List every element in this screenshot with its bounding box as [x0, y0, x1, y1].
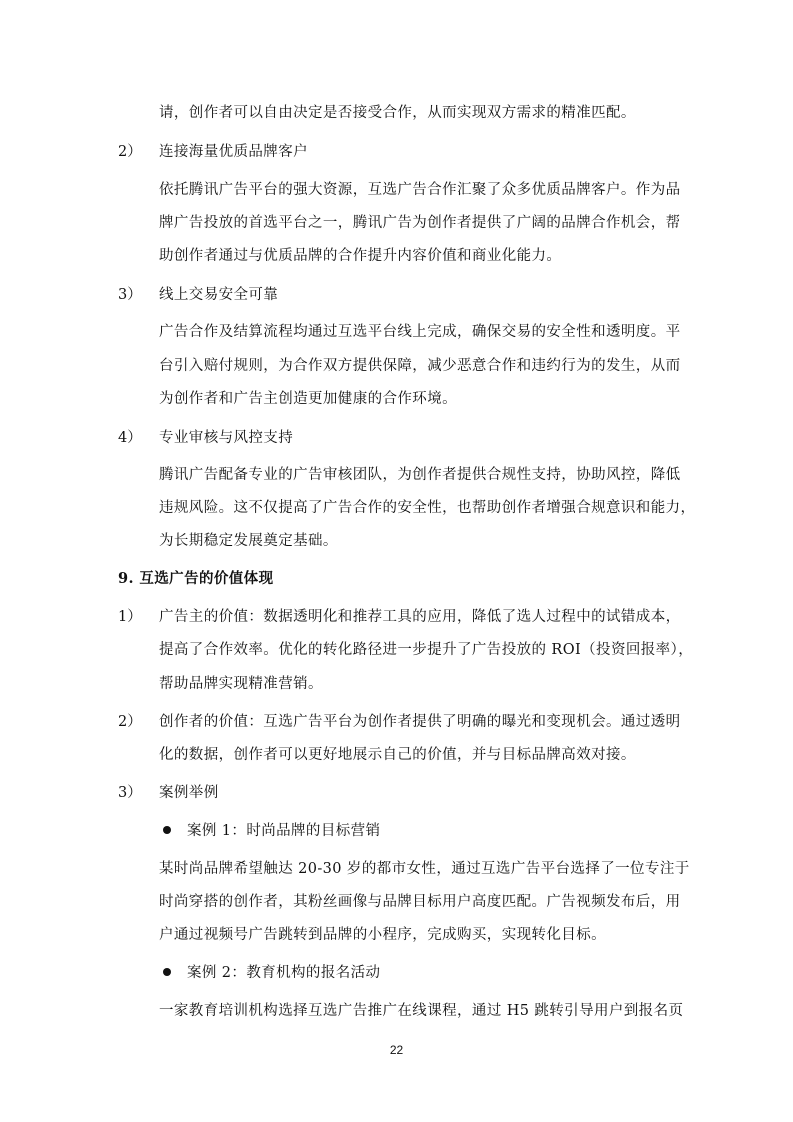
case-title: 案例 2：教育机构的报名活动 [187, 965, 381, 981]
paragraph-line: 某时尚品牌希望触达 20-30 岁的都市女性，通过互选广告平台选择了一位专注于 [159, 861, 690, 877]
paragraph-line: 助创作者通过与优质品牌的合作提升内容价值和商业化能力。 [159, 248, 562, 264]
section-heading: 9. 互选广告的价值体现 [118, 570, 274, 587]
bullet-icon [163, 826, 171, 834]
paragraph-line: 广告合作及结算流程均通过互选平台线上完成，确保交易的安全性和透明度。平 [159, 324, 681, 340]
paragraph-line: 帮助品牌实现精准营销。 [159, 676, 323, 692]
paragraph-line: 依托腾讯广告平台的强大资源，互选广告合作汇聚了众多优质品牌客户。作为品 [159, 182, 681, 198]
item-number: 3） [118, 287, 142, 303]
paragraph-line: 牌广告投放的首选平台之一，腾讯广告为创作者提供了广阔的品牌合作机会，帮 [159, 215, 681, 231]
item-title: 连接海量优质品牌客户 [159, 144, 308, 160]
paragraph-line: 户通过视频号广告跳转到品牌的小程序，完成购买，实现转化目标。 [159, 927, 606, 943]
paragraph-line: 提高了合作效率。优化的转化路径进一步提升了广告投放的 ROI（投资回报率）， [159, 642, 694, 658]
paragraph-line: 违规风险。这不仅提高了广告合作的安全性，也帮助创作者增强合规意识和能力， [159, 500, 696, 516]
intro-tail-text: 请，创作者可以自由决定是否接受合作，从而实现双方需求的精准匹配。 [159, 105, 636, 121]
paragraph-line: 化的数据，创作者可以更好地展示自己的价值，并与目标品牌高效对接。 [159, 747, 636, 763]
paragraph-line: 为创作者和广告主创造更加健康的合作环境。 [159, 391, 457, 407]
paragraph-line: 一家教育培训机构选择互选广告推广在线课程，通过 H5 跳转引导用户到报名页 [159, 1003, 684, 1019]
item-number: 3） [118, 785, 142, 801]
paragraph-line: 创作者的价值：互选广告平台为创作者提供了明确的曝光和变现机会。通过透明 [159, 714, 681, 730]
paragraph-line: 时尚穿搭的创作者，其粉丝画像与品牌目标用户高度匹配。广告视频发布后，用 [159, 894, 681, 910]
paragraph-line: 广告主的价值：数据透明化和推荐工具的应用，降低了选人过程中的试错成本， [159, 609, 681, 625]
paragraph-line: 腾讯广告配备专业的广告审核团队，为创作者提供合规性支持，协助风控，降低 [159, 467, 681, 483]
item-number: 2） [118, 144, 142, 160]
item-title: 专业审核与风控支持 [159, 430, 294, 446]
paragraph-line: 台引入赔付规则，为合作双方提供保障，减少恶意合作和违约行为的发生，从而 [159, 358, 681, 374]
item-number: 4） [118, 430, 142, 446]
item-title: 案例举例 [159, 785, 219, 801]
item-title: 线上交易安全可靠 [159, 287, 279, 303]
case-title: 案例 1：时尚品牌的目标营销 [187, 823, 381, 839]
item-number: 2） [118, 714, 142, 730]
page-number: 22 [389, 1043, 404, 1057]
item-number: 1） [118, 609, 142, 625]
bullet-icon [163, 968, 171, 976]
paragraph-line: 为长期稳定发展奠定基础。 [159, 533, 338, 549]
